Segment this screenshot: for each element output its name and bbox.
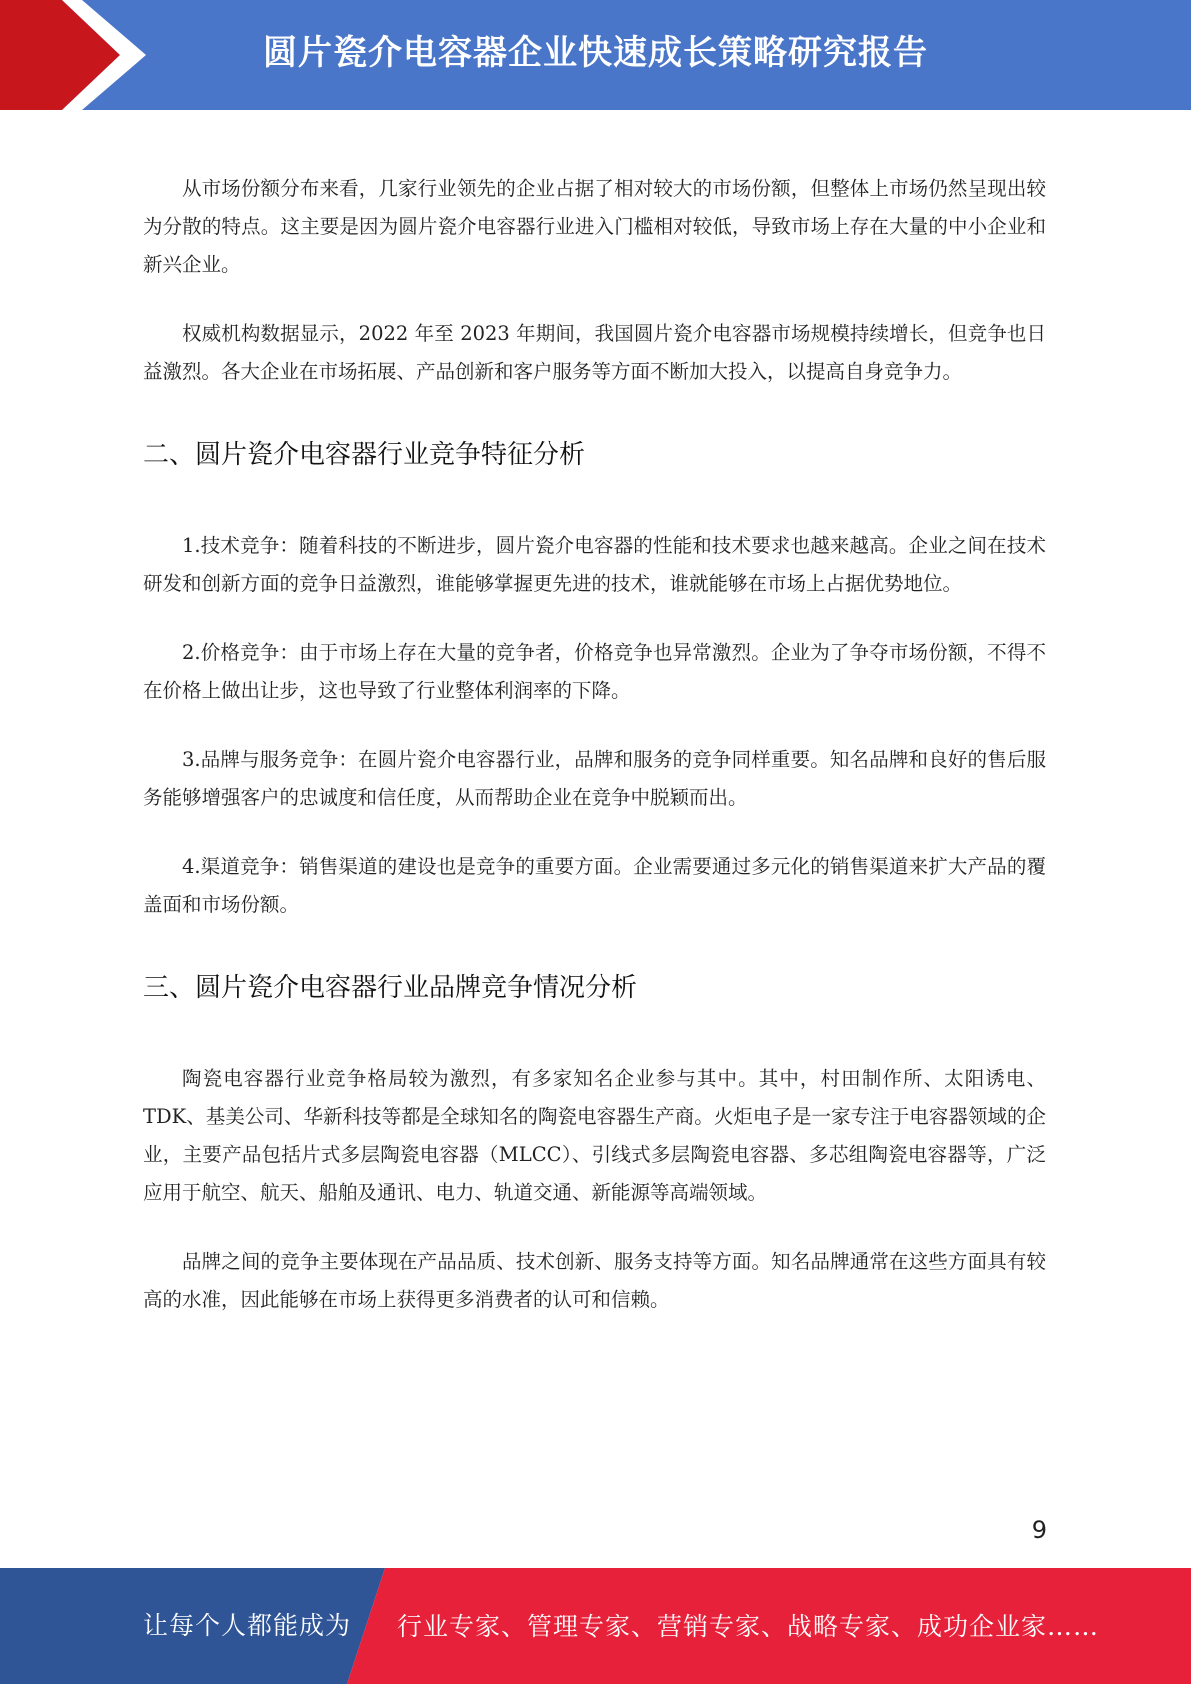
section-paragraph: 品牌之间的竞争主要体现在产品品质、技术创新、服务支持等方面。知名品牌通常在这些方面具有较高的水准，因此能够在市场上获得更多消费者的认可和信赖。 [143,1250,1046,1311]
section-paragraph: 4.渠道竞争：销售渠道的建设也是竞争的重要方面。企业需要通过多元化的销售渠道来扩大产品的覆盖面和市场份额。 [143,855,1046,916]
page-footer [0,1568,1191,1684]
section-paragraph: 1.技术竞争：随着科技的不断进步，圆片瓷介电容器的性能和技术要求也越来越高。企业之间在技术研发和创新方面的竞争日益激烈，谁能够掌握更先进的技术，谁就能够在市场上占据优势地位。 [143,534,1046,595]
intro-paragraph: 权威机构数据显示，2022 年至 2023 年期间，我国圆片瓷介电容器市场规模持续增长，但竞争也日益激烈。各大企业在市场拓展、产品创新和客户服务等方面不断加大投入，以提高自身竞争力。 [143,322,1046,383]
intro-paragraph: 从市场份额分布来看，几家行业领先的企业占据了相对较大的市场份额，但整体上市场仍然呈现出较为分散的特点。这主要是因为圆片瓷介电容器行业进入门槛相对较低，导致市场上存在大量的中小企业和新兴企业。 [143,177,1046,276]
footer-slogan-right: 行业专家、管理专家、营销专家、战略专家、成功企业家…… [397,1612,1100,1641]
header-arrow-decoration [0,0,160,110]
page-number: 9 [1031,1516,1047,1544]
document-body [143,170,1046,1350]
header-title: 圆片瓷介电容器企业快速成长策略研究报告 [263,33,928,73]
section-paragraph: 3.品牌与服务竞争：在圆片瓷介电容器行业，品牌和服务的竞争同样重要。知名品牌和良好的售后服务能够增强客户的忠诚度和信任度，从而帮助企业在竞争中脱颖而出。 [143,748,1046,809]
section-heading: 三、圆片瓷介电容器行业品牌竞争情况分析 [143,973,638,1003]
section-heading: 二、圆片瓷介电容器行业竞争特征分析 [143,440,586,470]
section-paragraph: 2.价格竞争：由于市场上存在大量的竞争者，价格竞争也异常激烈。企业为了争夺市场份额，不得不在价格上做出让步，这也导致了行业整体利润率的下降。 [143,641,1046,702]
section-paragraph: 陶瓷电容器行业竞争格局较为激烈，有多家知名企业参与其中。其中，村田制作所、太阳诱电、TDK、基美公司、华新科技等都是全球知名的陶瓷电容器生产商。火炬电子是一家专注于电容器领域的企业，主要产品包括片式多层陶瓷电容器（MLCC）、引线式多层陶瓷电容器、多芯组陶瓷电容器等，广泛应用于航空、航天、船舶及通讯、电力、轨道交通、新能源等高端领域。 [143,1067,1046,1204]
page-header [0,0,1191,110]
footer-slogan-left: 让每个人都能成为 [143,1611,352,1640]
